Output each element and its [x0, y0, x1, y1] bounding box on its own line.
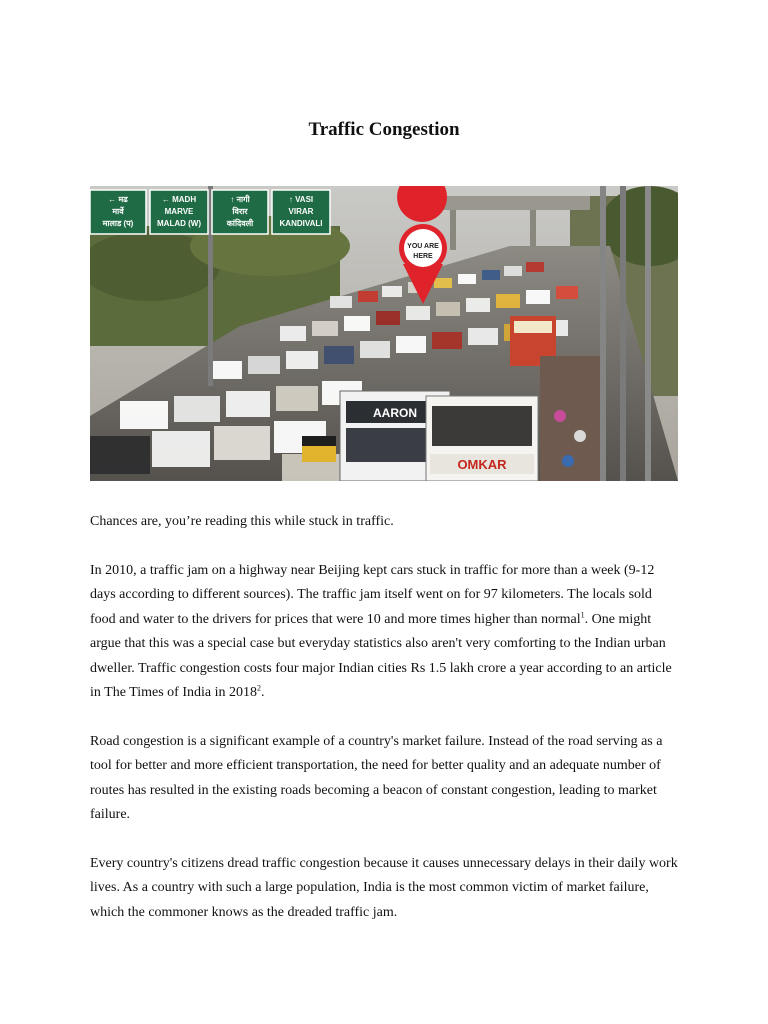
paragraph-beijing-text: In 2010, a traffic jam on a highway near Beijing kept cars stuck in traffic for more than a week (9-12 days according to different sources). The traffic jam itself went on for 97 kilometers. The locals sold food and water to the drivers for prices that were 10 and more times higher than normal	[90, 562, 655, 627]
paragraph-intro-text: Chances are, you’re reading this while stuck in traffic.	[90, 514, 394, 529]
paragraph-beijing-end: .	[260, 685, 265, 700]
paragraph-beijing-tail: . One might argue that this was a special case but everyday statistics also aren't very comforting to the Indian urban dweller. Traffic congestion costs four major Indian cities Rs 1.5 lakh crore a year according to an article in The Times of India in 2018	[90, 611, 672, 700]
traffic-jam-photo	[90, 186, 678, 481]
footnote-ref-1: 1	[580, 609, 585, 619]
sign-1-line-3: मालाड (प)	[102, 219, 134, 228]
bus-left-label: AARON	[373, 406, 417, 420]
paragraph-beijing	[90, 559, 680, 706]
sign-2-line-1: ← MADH	[161, 195, 197, 204]
sign-4-line-3: KANDIVALI	[279, 219, 323, 228]
article-body	[90, 510, 680, 949]
paragraph-citizens-text: Every country's citizens dread traffic congestion because it causes unnecessary delays in their daily work lives. As a country with such a large population, India is the most common victim of market failure, which the commoner knows as the dreaded traffic jam.	[90, 855, 678, 920]
sign-3-line-3: कांदिवली	[226, 219, 254, 228]
sign-2-line-3: MALAD (W)	[157, 219, 201, 228]
sign-4-line-2: VIRAR	[288, 207, 314, 216]
pin-label-line-2: HERE	[413, 253, 433, 260]
sign-3-line-1: ↑ नागी	[230, 195, 250, 204]
page-title: Traffic Congestion	[308, 119, 460, 140]
paragraph-citizens	[90, 852, 680, 926]
sign-4-line-1: ↑ VASI	[288, 195, 314, 204]
sign-2-line-2: MARVE	[164, 207, 194, 216]
pin-label-line-1: YOU ARE	[407, 243, 439, 250]
sign-1-line-1: ← मढ	[108, 195, 128, 204]
paragraph-market-failure	[90, 730, 680, 828]
traffic-jam-illustration	[90, 186, 678, 481]
footnote-ref-2: 2	[256, 683, 261, 693]
paragraph-market-failure-text: Road congestion is a significant example of a country's market failure. Instead of the road serving as a tool for better and more efficient transportation, the need for better quality and an adequate number of routes has resulted in the existing roads becoming a beacon of constant congestion, leading to market failure.	[90, 733, 663, 822]
sign-3-line-2: विरार	[232, 207, 248, 216]
paragraph-intro	[90, 510, 680, 535]
bus-right-label: OMKAR	[457, 457, 507, 472]
sign-1-line-2: मार्वे	[112, 207, 124, 216]
